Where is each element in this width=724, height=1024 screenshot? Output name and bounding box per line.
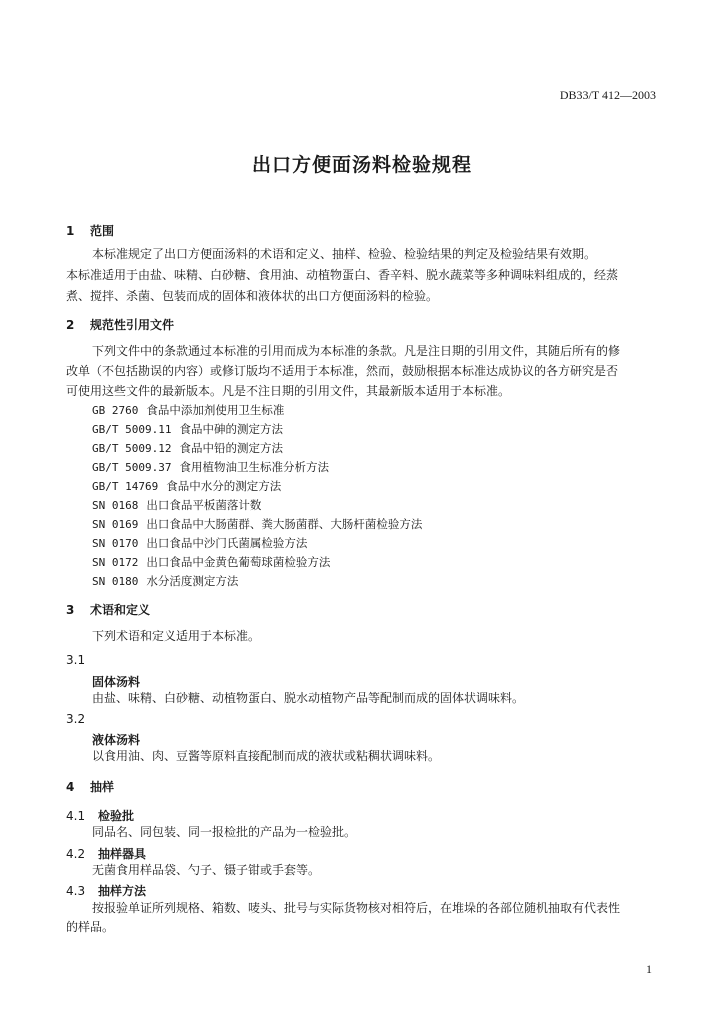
ref-code: SN 0172 xyxy=(92,556,139,569)
ref-code: SN 0168 xyxy=(92,499,139,512)
document-code: DB33/T 412—2003 xyxy=(559,88,656,102)
paragraph: 无菌食用样品袋、勺子、镊子钳或手套等。 xyxy=(92,863,321,877)
ref-code: SN 0169 xyxy=(92,518,139,531)
ref-name: 食用植物油卫生标准分析方法 xyxy=(179,460,329,474)
ref-code: GB/T 5009.12 xyxy=(92,442,172,455)
subsection-number: 4.2 xyxy=(66,847,86,861)
ref-name: 出口食品中金黄色葡萄球菌检验方法 xyxy=(146,555,331,569)
ref-name: 水分活度测定方法 xyxy=(146,574,239,588)
reference-item xyxy=(92,573,238,589)
section-2-heading xyxy=(66,316,174,333)
ref-code: GB 2760 xyxy=(92,404,139,417)
ref-name: 出口食品平板菌落计数 xyxy=(146,498,262,512)
subsection-4-2-heading xyxy=(66,845,146,862)
term-number: 3.2 xyxy=(66,712,86,726)
ref-code: SN 0170 xyxy=(92,537,139,550)
subsection-4-3-heading xyxy=(66,882,146,899)
reference-item xyxy=(92,497,261,513)
section-number: 1 xyxy=(66,224,75,238)
paragraph: 可使用这些文件的最新版本。凡是不注日期的引用文件，其最新版本适用于本标准。 xyxy=(66,384,511,398)
page-title: 出口方便面汤料检验规程 xyxy=(251,154,472,176)
section-title: 范围 xyxy=(90,224,115,238)
ref-code: GB/T 5009.37 xyxy=(92,461,172,474)
paragraph: 同品名、同包装、同一报检批的产品为一检验批。 xyxy=(92,825,357,839)
ref-code: GB/T 14769 xyxy=(92,480,159,493)
subsection-4-1-heading xyxy=(66,807,134,824)
ref-name: 食品中铅的测定方法 xyxy=(179,441,283,455)
paragraph: 下列术语和定义适用于本标准。 xyxy=(92,629,261,643)
paragraph: 本标准适用于由盐、味精、白砂糖、食用油、动植物蛋白、香辛料、脱水蔬菜等多种调味料组成的，经蒸 xyxy=(66,268,619,282)
section-1-heading xyxy=(66,222,114,239)
reference-item xyxy=(92,421,283,437)
term-name: 液体汤料 xyxy=(92,733,141,747)
section-title: 术语和定义 xyxy=(90,603,151,617)
reference-item xyxy=(92,554,330,570)
page-number: 1 xyxy=(646,962,652,976)
subsection-title: 抽样器具 xyxy=(98,847,147,861)
section-4-heading xyxy=(66,778,114,795)
section-number: 3 xyxy=(66,603,75,617)
term-definition: 以食用油、肉、豆酱等原料直接配制而成的液状或粘稠状调味料。 xyxy=(92,749,441,763)
paragraph: 下列文件中的条款通过本标准的引用而成为本标准的条款。凡是注日期的引用文件，其随后所有的修 xyxy=(92,344,621,358)
reference-item xyxy=(92,440,283,456)
reference-item xyxy=(92,402,284,418)
subsection-number: 4.1 xyxy=(66,809,86,823)
term-definition: 由盐、味精、白砂糖、动植物蛋白、脱水动植物产品等配制而成的固体状调味料。 xyxy=(92,691,525,705)
section-3-heading xyxy=(66,601,150,618)
section-number: 2 xyxy=(66,318,75,332)
section-title: 抽样 xyxy=(90,780,115,794)
paragraph: 本标准规定了出口方便面汤料的术语和定义、抽样、检验、检验结果的判定及检验结果有效期。 xyxy=(92,247,597,261)
ref-name: 食品中添加剂使用卫生标准 xyxy=(146,403,285,417)
paragraph: 煮、搅拌、杀菌、包装而成的固体和液体状的出口方便面汤料的检验。 xyxy=(66,289,439,303)
reference-item xyxy=(92,478,281,494)
term-name: 固体汤料 xyxy=(92,675,141,689)
ref-code: SN 0180 xyxy=(92,575,139,588)
paragraph: 按报验单证所列规格、箱数、唛头、批号与实际货物核对相符后，在堆垛的各部位随机抽取有代表性 xyxy=(92,901,621,915)
subsection-number: 4.3 xyxy=(66,884,86,898)
reference-item xyxy=(92,516,422,532)
ref-name: 食品中砷的测定方法 xyxy=(179,422,283,436)
paragraph: 改单（不包括勘误的内容）或修订版均不适用于本标准，然而，鼓励根据本标准达成协议的各方研究是否 xyxy=(66,364,619,378)
ref-code: GB/T 5009.11 xyxy=(92,423,172,436)
reference-item xyxy=(92,459,329,475)
subsection-title: 抽样方法 xyxy=(98,884,147,898)
section-title: 规范性引用文件 xyxy=(90,318,175,332)
subsection-title: 检验批 xyxy=(98,809,135,823)
paragraph: 的样品。 xyxy=(66,920,115,934)
section-number: 4 xyxy=(66,780,75,794)
reference-item xyxy=(92,535,307,551)
ref-name: 出口食品中沙门氏菌属检验方法 xyxy=(146,536,308,550)
term-number: 3.1 xyxy=(66,653,86,667)
ref-name: 出口食品中大肠菌群、粪大肠菌群、大肠杆菌检验方法 xyxy=(146,517,423,531)
ref-name: 食品中水分的测定方法 xyxy=(166,479,282,493)
